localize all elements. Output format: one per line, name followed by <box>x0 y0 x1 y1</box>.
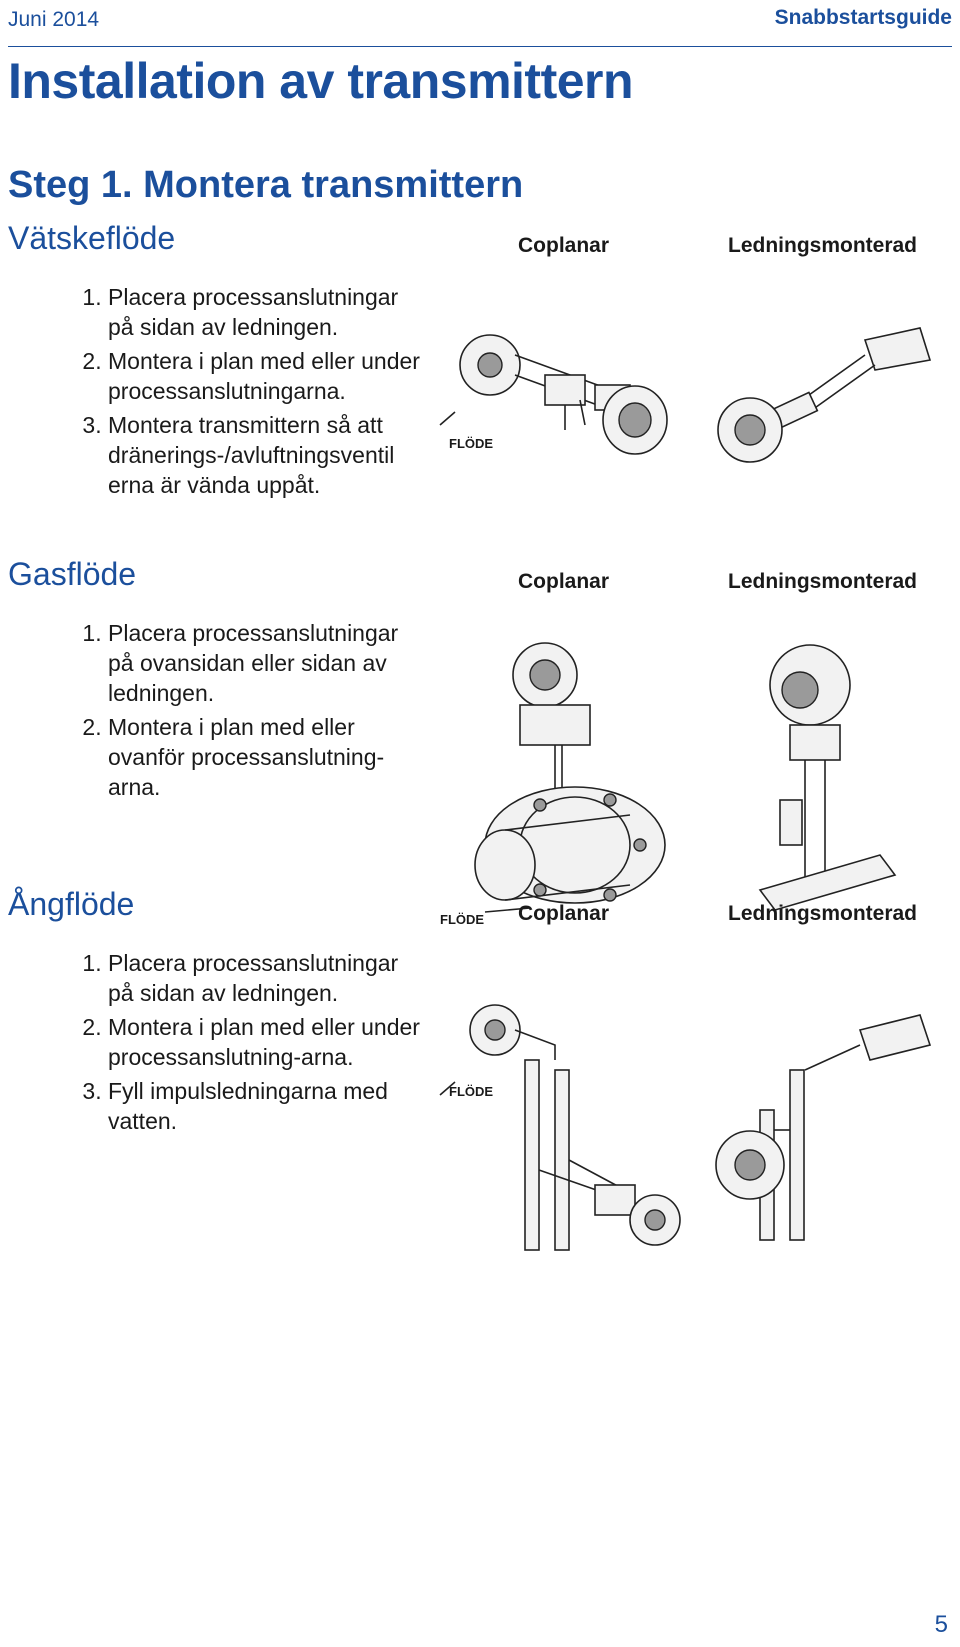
column-label-coplanar: Coplanar <box>518 234 610 257</box>
section-heading-gas: Gasflöde <box>8 556 137 592</box>
steps-gas <box>62 618 428 806</box>
steps-liquid <box>62 282 428 504</box>
flow-label: FLÖDE <box>440 912 485 927</box>
column-label-inline: Ledningsmonterad <box>728 570 918 593</box>
step-item: 1. Placera processanslutningar på sidan av ledningen. <box>108 948 428 1008</box>
step-item: 2. Montera i plan med eller under processanslutning-arna. <box>108 1012 428 1072</box>
step-item: 2. Montera i plan med eller ovanför processanslutning-arna. <box>108 712 428 802</box>
page-number: 5 <box>934 1611 948 1638</box>
page-title: Installation av transmittern <box>8 53 634 109</box>
inline-liquid-illustration <box>715 330 935 480</box>
inline-steam-illustration <box>710 1000 940 1260</box>
column-label-coplanar: Coplanar <box>518 570 610 593</box>
step-item: 1. Placera processanslutningar på sidan av ledningen. <box>108 282 428 342</box>
step-item: 2. Montera i plan med eller under processanslutningarna. <box>108 346 428 406</box>
header-guide-title: Snabbstartsguide <box>774 6 952 29</box>
page-header <box>8 0 952 47</box>
flow-label: FLÖDE <box>449 436 494 451</box>
column-label-inline: Ledningsmonterad <box>728 902 918 925</box>
flow-label: FLÖDE <box>449 1084 494 1099</box>
steps-steam <box>62 948 428 1140</box>
step-heading: Steg 1. Montera transmittern <box>8 164 524 206</box>
column-label-coplanar: Coplanar <box>518 902 610 925</box>
step-item: 3. Montera transmittern så att dränerings-/avluftningsventil erna är vända uppåt. <box>108 410 428 500</box>
step-item: 3. Fyll impulsledningarna med vatten. <box>108 1076 428 1136</box>
step-item: 1. Placera processanslutningar på ovansidan eller sidan av ledningen. <box>108 618 428 708</box>
coplanar-steam-illustration <box>445 1000 685 1260</box>
coplanar-liquid-illustration <box>445 330 685 480</box>
header-date: Juni 2014 <box>8 8 100 31</box>
column-label-inline: Ledningsmonterad <box>728 234 918 257</box>
inline-gas-illustration <box>750 640 910 920</box>
section-heading-liquid: Vätskeflöde <box>8 220 176 256</box>
section-heading-steam: Ångflöde <box>8 886 135 922</box>
coplanar-gas-illustration <box>480 640 690 920</box>
